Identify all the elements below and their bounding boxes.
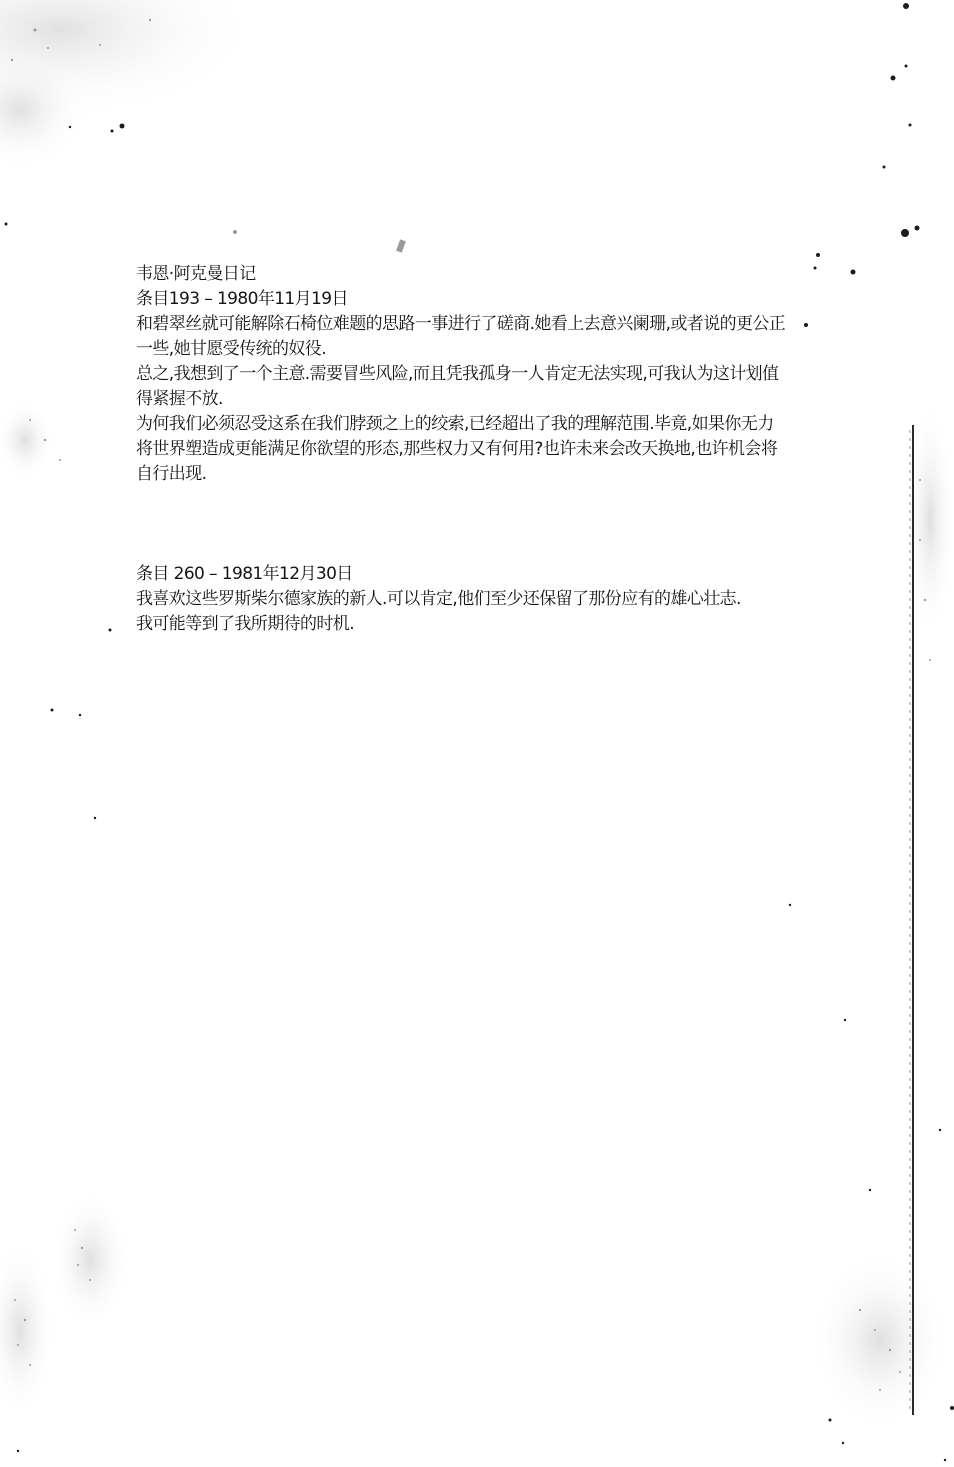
entry-paragraph: 总之,我想到了一个主意.需要冒些风险,而且凭我孤身一人肯定无法实现,可我认为这计划值得紧握不放.: [136, 364, 779, 409]
diary-content: [136, 262, 786, 637]
entry-paragraph: 为何我们必须忍受这系在我们脖颈之上的绞索,已经超出了我的理解范围.毕竟,如果你无力将世界塑造成更能满足你欲望的形态,那些权力又有何用?也许未来会改天换地,也许机会将自行出现.: [136, 414, 778, 484]
entry-paragraph: 我可能等到了我所期待的时机.: [136, 614, 355, 634]
diary-entry: [136, 562, 786, 637]
entry-spacer: [136, 487, 786, 562]
entry-paragraph: 我喜欢这些罗斯柴尔德家族的新人.可以肯定,他们至少还保留了那份应有的雄心壮志.: [136, 589, 741, 609]
diary-title: 韦恩·阿克曼日记: [136, 264, 256, 284]
entry-paragraph: 和碧翠丝就可能解除石椅位难题的思路一事进行了磋商.她看上去意兴阑珊,或者说的更公正一些,她甘愿受传统的奴役.: [136, 314, 786, 359]
entry-heading: 条目 260 – 1981年12月30日: [136, 564, 353, 584]
entry-heading: 条目193 – 1980年11月19日: [136, 289, 348, 309]
diary-entry: [136, 287, 786, 487]
